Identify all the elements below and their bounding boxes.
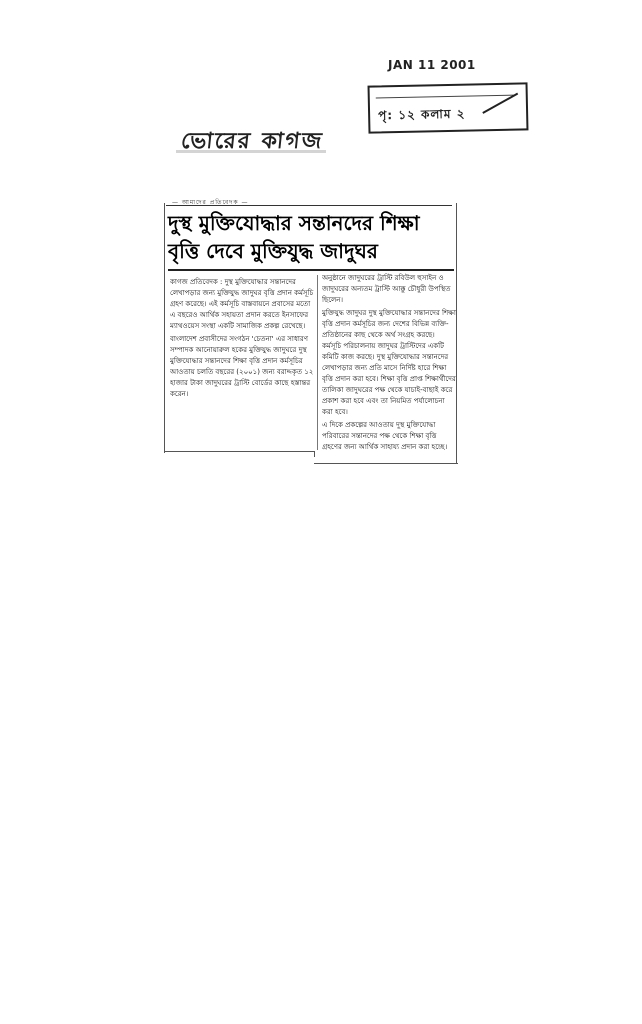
clipping-edge-left	[164, 203, 165, 453]
newspaper-masthead: ভোরের কাগজ	[179, 128, 325, 154]
clipping-edge-bottom	[164, 451, 314, 452]
headline-line-2: বৃত্তি দেবে মুক্তিযুদ্ধ জাদুঘর	[168, 239, 378, 263]
paragraph: বাংলাদেশ প্রবাসীদের সংগঠন 'চেতনা' এর সাধারণ সম্পাদক আনোয়ারুল হকের মুক্তিযুদ্ধ জাদুঘরে দুস্থ মুক্তিযোদ্ধার সন্তানদের শিক্ষা বৃত্তি প্রদান কর্মসূচির আওতায় চলতি বছরের (২০০১) জন্য বরাদ্দকৃত ১২ হাজার টাকা জাদুঘরের ট্রাস্টি বোর্ডের কাছে হস্তান্তর করেন।	[170, 335, 314, 398]
article-column-left	[170, 277, 316, 445]
paragraph: এ দিকে প্রকল্পের আওতায় দুস্থ মুক্তিযোদ্ধা পরিবারের সন্তানদের পক্ষ থেকে শিক্ষা বৃত্তি গ্রহণের জন্য আর্থিক সাহায্য প্রদান করা হচ্ছে।	[322, 421, 448, 451]
stamp-reference: পৃ: ১২ কলাম ২	[377, 106, 466, 123]
headline-line-1: দুস্থ মুক্তিযোদ্ধার সন্তানদের শিক্ষা	[168, 211, 420, 235]
headline-rule	[168, 269, 454, 271]
article-headline	[168, 209, 458, 265]
clipping-edge-notch	[314, 451, 315, 457]
masthead-smudge	[176, 150, 326, 153]
paragraph: কাগজ প্রতিবেদক : দুস্থ মুক্তিযোদ্ধার সন্তানদের লেখাপড়ার জন্য মুক্তিযুদ্ধ জাদুঘর বৃত্তি প্রদান কর্মসূচি গ্রহণ করেছে। এই কর্মসূচি বাস্তবায়নে প্রবাসের মতো এ বছরেও আর্থিক সহায়তা প্রদান করতে ইনসাফের ম্যাথওয়েস সংস্থা একটি সামাজিক প্রকল্প রেখেছে।	[170, 278, 314, 330]
article-column-right	[322, 273, 456, 461]
archive-stamp-box	[368, 82, 529, 133]
article-kicker: — আমাদের প্রতিবেদক —	[172, 199, 249, 206]
clipping-edge-bottom-right	[314, 463, 458, 464]
stamp-rule	[376, 95, 514, 99]
paragraph: মুক্তিযুদ্ধ জাদুঘর দুস্থ মুক্তিযোদ্ধার সন্তানদের শিক্ষা বৃত্তি প্রদান কর্মসূচির জন্য দেশের বিভিন্ন ব্যক্তি-প্রতিষ্ঠানের কাছ থেকে অর্থ সংগ্রহ করছে। কর্মসূচি পরিচালনায় জাদুঘর ট্রাস্টিদের একটি কমিটি কাজ করছে। দুস্থ মুক্তিযোদ্ধার সন্তানদের লেখাপড়ার জন্য প্রতি মাসে নির্দিষ্ট হারে শিক্ষা বৃত্তি প্রদান করা হবে। শিক্ষা বৃত্তি প্রাপ্ত শিক্ষার্থীদের তালিকা জাদুঘরের পক্ষ থেকে যাচাই-বাছাই করে প্রকাশ করা হবে এবং তা নিয়মিত পর্যালোচনা করা হবে।	[322, 309, 456, 416]
column-divider	[317, 275, 318, 450]
paragraph: অনুষ্ঠানে জাদুঘরের ট্রাস্টি রবিউল হুসাইন ও জাদুঘরের অন্যতম ট্রাস্টি আক্কু চৌধুরী উপস্থিত ছিলেন।	[322, 274, 451, 304]
news-clipping	[160, 193, 458, 453]
date-stamp: JAN 11 2001	[388, 58, 476, 72]
